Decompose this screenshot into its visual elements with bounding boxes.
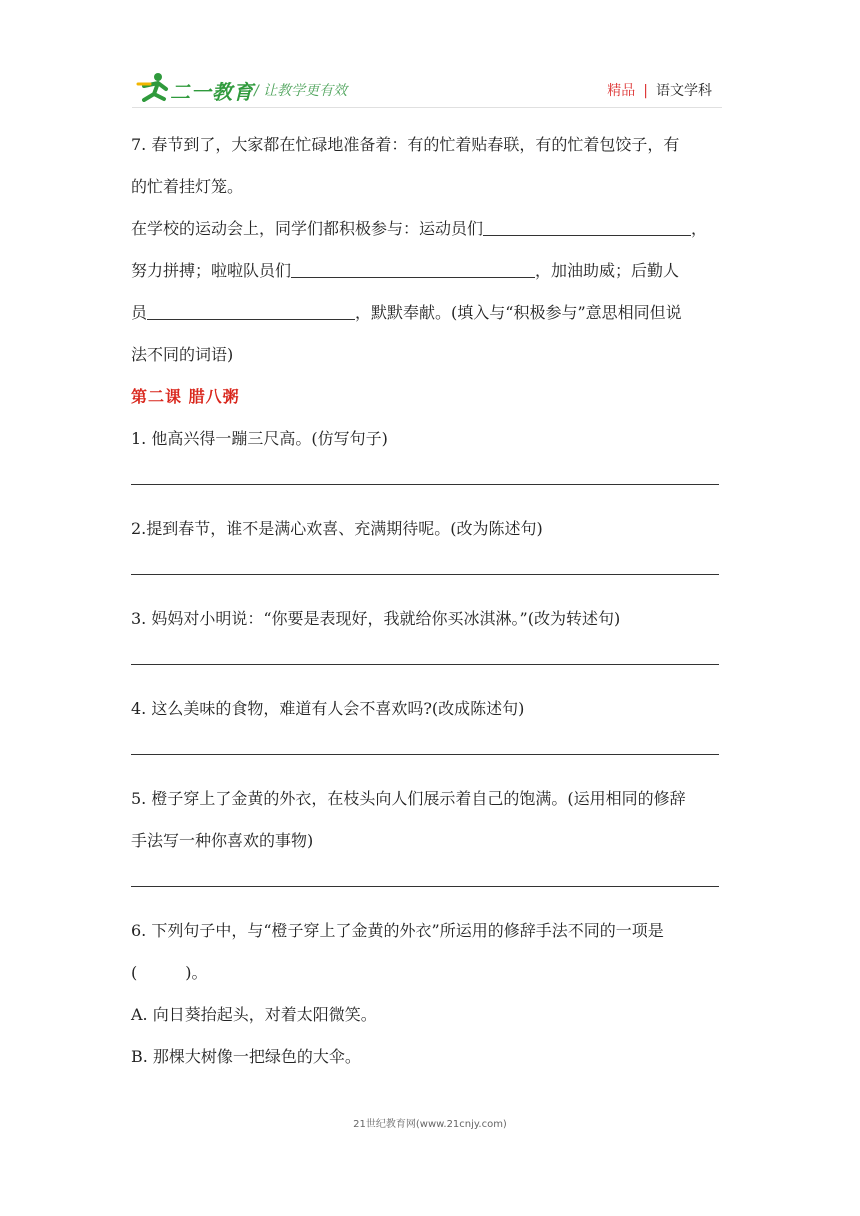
answer-line-4[interactable] [131,730,731,778]
answer-line-3[interactable] [131,640,731,688]
header-separator: | [643,83,648,99]
fill-blank-staff[interactable] [147,297,355,320]
option-b: B. 那棵大树像一把绿色的大伞。 [131,1047,361,1066]
q7-line4 [131,250,731,292]
q7-line6: 法不同的词语) [131,345,234,364]
premium-badge: 精品 [607,83,636,99]
document-body [131,124,731,1078]
q7-line3 [131,208,731,250]
option-a: A. 向日葵抬起头，对着太阳微笑。 [131,1005,377,1024]
header-divider [132,107,722,108]
question-5-line1: 5. 橙子穿上了金黄的外衣，在枝头向人们展示着自己的饱满。(运用相同的修辞 [131,789,686,808]
q7-line2: 的忙着挂灯笼。 [131,177,244,196]
q7-line4-a: 努力拼搏；啦啦队员们 [131,261,292,280]
q7-line3-text: 在学校的运动会上，同学们都积极参与：运动员们 [131,219,484,238]
question-5-line2: 手法写一种你喜欢的事物) [131,831,314,850]
q7-line3-end: ， [691,219,708,238]
page-header [132,70,722,106]
question-3: 3. 妈妈对小明说：“你要是表现好，我就给你买冰淇淋。”(改为转述句) [131,609,621,628]
logo-text: 二一教育 [170,80,254,104]
subject-label: 语文学科 [656,83,712,99]
q7-line5 [131,292,731,334]
answer-line-5[interactable] [131,862,731,910]
q7-line4-b: ，加油助威；后勤人 [535,261,680,280]
question-6-line2: ( )。 [131,963,208,982]
q7-line5-a: 员 [131,303,148,322]
q7-line5-b: ，默默奉献。(填入与“积极参与”意思相同但说 [355,303,682,322]
question-1: 1. 他高兴得一蹦三尺高。(仿写句子) [131,429,388,448]
answer-line-2[interactable] [131,550,731,598]
slogan: / 让教学更有效 [254,83,348,99]
question-4: 4. 这么美味的食物，难道有人会不喜欢吗?(改成陈述句) [131,699,525,718]
header-right [607,80,712,100]
question-2: 2.提到春节，谁不是满心欢喜、充满期待呢。(改为陈述句) [131,519,543,538]
q7-line1: 7. 春节到了，大家都在忙碌地准备着：有的忙着贴春联，有的忙着包饺子，有 [131,135,680,154]
answer-line-1[interactable] [131,460,731,508]
fill-blank-athletes[interactable] [483,213,691,236]
question-6-line1: 6. 下列句子中，与“橙子穿上了金黄的外衣”所运用的修辞手法不同的一项是 [131,921,664,940]
page-footer: 21世纪教育网(www.21cnjy.com) [353,1119,507,1130]
section-title: 第二课 腊八粥 [131,387,240,406]
fill-blank-cheerleaders[interactable] [291,255,535,278]
